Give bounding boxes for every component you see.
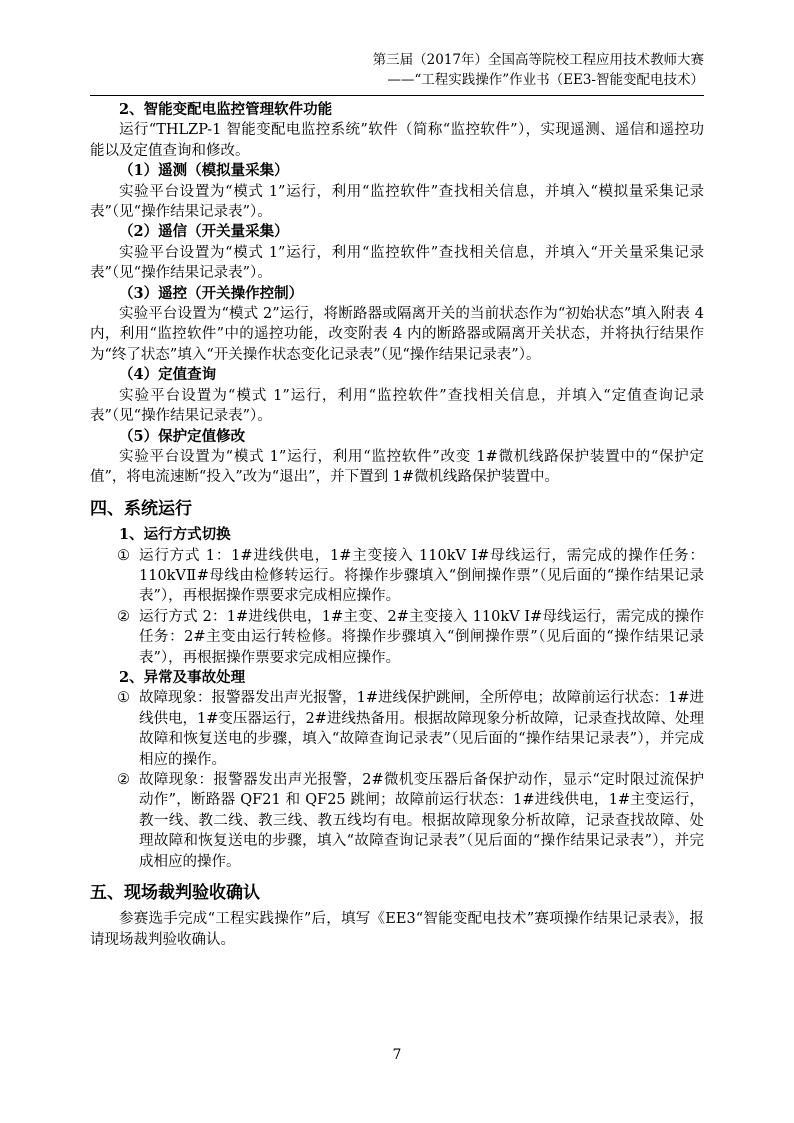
list-item xyxy=(90,546,704,607)
document-body xyxy=(90,100,704,950)
subsection-telesignal-text: 实验平台设置为“模式 1”运行，利用“监控软件”查找相关信息，并填入“开关量采集记录表”（见“操作结果记录表”）。 xyxy=(90,244,704,282)
section-5-heading: 五、现场裁判验收确认 xyxy=(90,883,260,904)
section-4-heading: 四、系统运行 xyxy=(90,498,192,519)
list-item-text: 运行方式 1：1#进线供电，1#主变接入 110kV I#母线运行，需完成的操作任务：110kVⅡ#母线由检修转运行。将操作步骤填入“倒闸操作票”（见后面的“操作结果记录表”），再根据操作票要求完成相应操作。 xyxy=(139,547,704,605)
list-item-number: ① xyxy=(117,690,130,707)
section-5-text: 参赛选手完成“工程实践操作”后，填写《EE3“智能变配电技术”赛项操作结果记录表》，报请现场裁判验收确认。 xyxy=(90,911,704,948)
page-number: 7 xyxy=(392,1047,402,1063)
list-item-text: 运行方式 2：1#进线供电，1#主变、2#主变接入 110kV I#母线运行，需完成的操作任务：2#主变由运行转检修。将操作步骤填入“倒闸操作票”（见后面的“操作结果记录表”），再根据操作票要求完成相应操作。 xyxy=(139,608,704,666)
subsection-setting-query-text: 实验平台设置为“模式 1”运行，利用“监控软件”查找相关信息，并填入“定值查询记录表”（见“操作结果记录表”）。 xyxy=(90,387,704,425)
header-line-1: 第三届（2017年）全国高等院校工程应用技术教师大赛 xyxy=(372,52,704,68)
subsection-telecontrol-title: （3）遥控（开关操作控制） xyxy=(119,284,304,302)
list-item xyxy=(90,688,704,770)
list-item-number: ① xyxy=(117,547,130,564)
header-divider xyxy=(90,95,704,96)
subsection-telesignal-title: （2）遥信（开关量采集） xyxy=(119,223,289,241)
subsection-telecontrol-text: 实验平台设置为“模式 2”运行，将断路器或隔离开关的当前状态作为“初始状态”填入附表 4 内，利用“监控软件”中的遥控功能，改变附表 4 内的断路器或隔离开关状态，并将执行结果作为“终了状态”填入“开关操作状态变化记录表”（见“操作结果记录表”）。 xyxy=(90,306,704,363)
section-4-2-title: 2、异常及事故处理 xyxy=(119,668,246,686)
subsection-telemetry-text: 实验平台设置为“模式 1”运行，利用“监控软件”查找相关信息，并填入“模拟量采集记录表”（见“操作结果记录表”）。 xyxy=(90,183,704,221)
subsection-setting-modify-title: （5）保护定值修改 xyxy=(119,427,246,445)
list-item-text: 故障现象：报警器发出声光报警，1#进线保护跳闸，全所停电；故障前运行状态：1#进线供电，1#变压器运行，2#进线热备用。根据故障现象分析故障，记录查找故障、处理故障和恢复送电的步骤，填入“故障查询记录表”（见后面的“操作结果记录表”），并完成相应的操作。 xyxy=(139,690,704,768)
page-header xyxy=(90,50,704,90)
section-2-title: 2、智能变配电监控管理软件功能 xyxy=(119,101,333,118)
header-line-2: ——“工程实践操作”作业书（EE3-智能变配电技术） xyxy=(387,72,704,88)
subsection-telemetry-title: （1）遥测（模拟量采集） xyxy=(119,162,289,180)
list-item xyxy=(90,607,704,668)
subsection-setting-modify-text: 实验平台设置为“模式 1”运行，利用“监控软件”改变 1#微机线路保护装置中的“保护定值”，将电流速断“投入”改为“退出”，并下置到 1#微机线路保护装置中。 xyxy=(90,448,704,486)
list-item xyxy=(90,770,704,872)
list-item-number: ② xyxy=(117,772,130,788)
list-item-number: ② xyxy=(117,608,130,625)
list-item-text: 故障现象：报警器发出声光报警，2#微机变压器后备保护动作，显示“定时限过流保护动作”，断路器 QF21 和 QF25 跳闸；故障前运行状态：1#进线供电，1#主变运行，教一线、教二线、教三线、教五线均有电。根据故障现象分析故障，记录查找故障、处理故障和恢复送电的步骤，填入“故障查询记录表”（见后面的“操作结果记录表”），并完成相应的操作。 xyxy=(139,772,704,870)
subsection-setting-query-title: （4）定值查询 xyxy=(119,366,217,384)
section-2-intro: 运行“THLZP-1 智能变配电监控系统”软件（简称“监控软件”），实现遥测、遥信和遥控功能以及定值查询和修改。 xyxy=(90,122,704,159)
section-4-1-title: 1、运行方式切换 xyxy=(119,526,231,544)
